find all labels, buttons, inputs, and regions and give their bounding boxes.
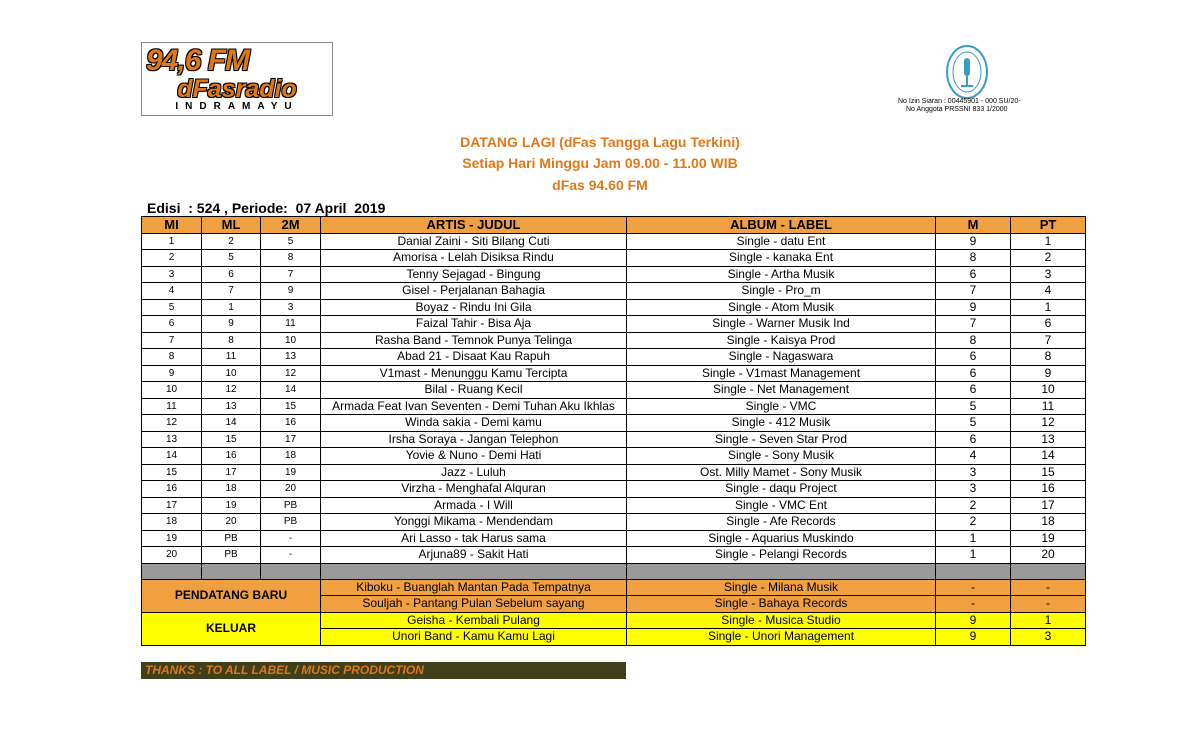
cell-m: 6 xyxy=(936,431,1011,448)
cell-mi: 3 xyxy=(142,266,202,283)
table-row xyxy=(142,481,1086,498)
cell-album-label: Single - Nagaswara xyxy=(627,349,936,366)
cell-2m: 5 xyxy=(261,233,321,250)
cell-2m: 3 xyxy=(261,299,321,316)
cell-artist-title: Unori Band - Kamu Kamu Lagi xyxy=(321,629,627,646)
cell-mi: 8 xyxy=(142,349,202,366)
cell-mi: 14 xyxy=(142,448,202,465)
cell-2m: 14 xyxy=(261,382,321,399)
cell-album-label: Single - Musica Studio xyxy=(627,612,936,629)
cell-album-label: Single - kanaka Ent xyxy=(627,250,936,267)
cell-2m: 15 xyxy=(261,398,321,415)
table-row xyxy=(142,612,1086,629)
cell-album-label: Single - Pro_m xyxy=(627,283,936,300)
cell-album-label: Single - VMC Ent xyxy=(627,497,936,514)
cell-mi: 17 xyxy=(142,497,202,514)
cell-artist-title: Rasha Band - Temnok Punya Telinga xyxy=(321,332,627,349)
logo-station-name: dFasradio xyxy=(177,75,297,103)
cell-m: 5 xyxy=(936,398,1011,415)
exits-label: KELUAR xyxy=(142,612,321,645)
cell-2m: 20 xyxy=(261,481,321,498)
cell-ml: 8 xyxy=(202,332,261,349)
table-row xyxy=(142,349,1086,366)
cell-pt: 3 xyxy=(1011,629,1086,646)
cell-ml: 11 xyxy=(202,349,261,366)
cell-2m: - xyxy=(261,547,321,564)
cell-m: 7 xyxy=(936,316,1011,333)
cell-m: 3 xyxy=(936,481,1011,498)
cell-album-label: Single - Sony Musik xyxy=(627,448,936,465)
cell-m: 3 xyxy=(936,464,1011,481)
cell-pt: 16 xyxy=(1011,481,1086,498)
cell-artist-title: Arjuna89 - Sakit Hati xyxy=(321,547,627,564)
logo-frequency: 94,6 FM xyxy=(146,44,250,77)
cell-ml: 6 xyxy=(202,266,261,283)
cell-artist-title: Ari Lasso - tak Harus sama xyxy=(321,530,627,547)
cell-album-label: Single - V1mast Management xyxy=(627,365,936,382)
cell-m: 2 xyxy=(936,497,1011,514)
cell-ml: 18 xyxy=(202,481,261,498)
cell-mi: 4 xyxy=(142,283,202,300)
cell-mi: 9 xyxy=(142,365,202,382)
cell-2m: 13 xyxy=(261,349,321,366)
cell-mi: 10 xyxy=(142,382,202,399)
cell-ml: 19 xyxy=(202,497,261,514)
cell-artist-title: Bilal - Ruang Kecil xyxy=(321,382,627,399)
cell-2m: - xyxy=(261,530,321,547)
cell-album-label: Single - Atom Musik xyxy=(627,299,936,316)
cell-artist-title: Armada Feat Ivan Seventen - Demi Tuhan Aku Ikhlas xyxy=(321,398,627,415)
cell-album-label: Ost. Milly Mamet - Sony Musik xyxy=(627,464,936,481)
cell-m: 6 xyxy=(936,365,1011,382)
cell-artist-title: Geisha - Kembali Pulang xyxy=(321,612,627,629)
table-row xyxy=(142,283,1086,300)
cell-album-label: Single - Unori Management xyxy=(627,629,936,646)
table-row xyxy=(142,448,1086,465)
cell-ml: 15 xyxy=(202,431,261,448)
cell-ml: PB xyxy=(202,530,261,547)
cell-m: 9 xyxy=(936,299,1011,316)
cell-2m: 9 xyxy=(261,283,321,300)
prssni-seal-icon xyxy=(945,44,989,100)
cell-m: 2 xyxy=(936,514,1011,531)
cell-artist-title: Yonggi Mikama - Mendendam xyxy=(321,514,627,531)
cell-mi: 13 xyxy=(142,431,202,448)
cell-pt: 1 xyxy=(1011,299,1086,316)
cell-pt: 2 xyxy=(1011,250,1086,267)
cell-album-label: Single - Artha Musik xyxy=(627,266,936,283)
cell-album-label: Single - Warner Musik Ind xyxy=(627,316,936,333)
cell-album-label: Single - Kaisya Prod xyxy=(627,332,936,349)
cell-ml: 5 xyxy=(202,250,261,267)
cell-album-label: Single - 412 Musik xyxy=(627,415,936,432)
cell-album-label: Single - daqu Project xyxy=(627,481,936,498)
cell-2m: 19 xyxy=(261,464,321,481)
edition-period: Edisi : 524 , Periode: 07 April 2019 xyxy=(147,200,386,216)
table-row xyxy=(142,299,1086,316)
table-row xyxy=(142,382,1086,399)
table-row xyxy=(142,250,1086,267)
cell-ml: 20 xyxy=(202,514,261,531)
cell-m: 4 xyxy=(936,448,1011,465)
cell-artist-title: Amorisa - Lelah Disiksa Rindu xyxy=(321,250,627,267)
cell-mi: 19 xyxy=(142,530,202,547)
table-header-row xyxy=(142,217,1086,234)
table-row xyxy=(142,316,1086,333)
membership-number: No Anggota PRSSNI 833 1/2000 xyxy=(906,106,1008,113)
cell-artist-title: Faizal Tahir - Bisa Aja xyxy=(321,316,627,333)
table-row xyxy=(142,415,1086,432)
cell-pt: 18 xyxy=(1011,514,1086,531)
table-row xyxy=(142,332,1086,349)
cell-pt: 12 xyxy=(1011,415,1086,432)
header-ml: ML xyxy=(202,217,261,234)
cell-album-label: Single - Milana Musik xyxy=(627,579,936,596)
cell-m: 1 xyxy=(936,547,1011,564)
cell-pt: 13 xyxy=(1011,431,1086,448)
table-row xyxy=(142,464,1086,481)
cell-mi: 1 xyxy=(142,233,202,250)
cell-artist-title: Abad 21 - Disaat Kau Rapuh xyxy=(321,349,627,366)
cell-ml: 12 xyxy=(202,382,261,399)
cell-m: 6 xyxy=(936,349,1011,366)
table-row xyxy=(142,431,1086,448)
cell-pt: 6 xyxy=(1011,316,1086,333)
cell-pt: 10 xyxy=(1011,382,1086,399)
cell-pt: 1 xyxy=(1011,233,1086,250)
table-row xyxy=(142,266,1086,283)
cell-mi: 6 xyxy=(142,316,202,333)
cell-album-label: Single - Afe Records xyxy=(627,514,936,531)
cell-mi: 2 xyxy=(142,250,202,267)
cell-m: 9 xyxy=(936,612,1011,629)
thanks-banner: THANKS : TO ALL LABEL / MUSIC PRODUCTION xyxy=(141,662,626,679)
cell-2m: 10 xyxy=(261,332,321,349)
header-2m: 2M xyxy=(261,217,321,234)
cell-pt: 3 xyxy=(1011,266,1086,283)
cell-mi: 5 xyxy=(142,299,202,316)
license-info xyxy=(898,98,1021,114)
cell-pt: 11 xyxy=(1011,398,1086,415)
cell-2m: PB xyxy=(261,497,321,514)
cell-m: 9 xyxy=(936,233,1011,250)
license-number: No Izin Siaran : 00445901 - 000 SU/20- xyxy=(898,98,1021,105)
cell-m: 9 xyxy=(936,629,1011,646)
cell-2m: 17 xyxy=(261,431,321,448)
cell-artist-title: Danial Zaini - Siti Bilang Cuti xyxy=(321,233,627,250)
chart-table xyxy=(141,216,1086,646)
cell-artist-title: Yovie & Nuno - Demi Hati xyxy=(321,448,627,465)
cell-pt: - xyxy=(1011,579,1086,596)
cell-pt: 7 xyxy=(1011,332,1086,349)
cell-ml: 17 xyxy=(202,464,261,481)
cell-pt: 19 xyxy=(1011,530,1086,547)
cell-mi: 11 xyxy=(142,398,202,415)
cell-mi: 20 xyxy=(142,547,202,564)
cell-artist-title: Souljah - Pantang Pulan Sebelum sayang xyxy=(321,596,627,613)
header-m: M xyxy=(936,217,1011,234)
cell-album-label: Single - Net Management xyxy=(627,382,936,399)
cell-mi: 16 xyxy=(142,481,202,498)
cell-artist-title: Jazz - Luluh xyxy=(321,464,627,481)
table-row xyxy=(142,497,1086,514)
station-name: dFas 94.60 FM xyxy=(552,177,648,193)
cell-ml: 9 xyxy=(202,316,261,333)
cell-pt: 15 xyxy=(1011,464,1086,481)
cell-artist-title: Virzha - Menghafal Alquran xyxy=(321,481,627,498)
cell-m: 8 xyxy=(936,250,1011,267)
cell-2m: PB xyxy=(261,514,321,531)
radio-logo xyxy=(141,42,333,116)
logo-city: INDRAMAYU xyxy=(175,101,299,112)
cell-ml: 10 xyxy=(202,365,261,382)
cell-pt: 20 xyxy=(1011,547,1086,564)
cell-artist-title: Winda sakia - Demi kamu xyxy=(321,415,627,432)
separator-row xyxy=(142,563,1086,579)
cell-ml: 13 xyxy=(202,398,261,415)
table-row xyxy=(142,530,1086,547)
table-row xyxy=(142,547,1086,564)
cell-2m: 7 xyxy=(261,266,321,283)
table-row xyxy=(142,365,1086,382)
header-mi: MI xyxy=(142,217,202,234)
cell-pt: 1 xyxy=(1011,612,1086,629)
cell-ml: 16 xyxy=(202,448,261,465)
header-album-label: ALBUM - LABEL xyxy=(627,217,936,234)
cell-m: 7 xyxy=(936,283,1011,300)
table-row xyxy=(142,233,1086,250)
table-row xyxy=(142,514,1086,531)
cell-ml: 14 xyxy=(202,415,261,432)
cell-pt: 8 xyxy=(1011,349,1086,366)
cell-album-label: Single - VMC xyxy=(627,398,936,415)
cell-pt: 9 xyxy=(1011,365,1086,382)
cell-mi: 12 xyxy=(142,415,202,432)
cell-m: 6 xyxy=(936,382,1011,399)
cell-2m: 16 xyxy=(261,415,321,432)
cell-pt: - xyxy=(1011,596,1086,613)
header-pt: PT xyxy=(1011,217,1086,234)
chart-title: DATANG LAGI (dFas Tangga Lagu Terkini) xyxy=(460,134,740,150)
cell-mi: 18 xyxy=(142,514,202,531)
cell-artist-title: Irsha Soraya - Jangan Telephon xyxy=(321,431,627,448)
cell-album-label: Single - Pelangi Records xyxy=(627,547,936,564)
cell-m: - xyxy=(936,596,1011,613)
cell-mi: 15 xyxy=(142,464,202,481)
cell-ml: 1 xyxy=(202,299,261,316)
cell-artist-title: Gisel - Perjalanan Bahagia xyxy=(321,283,627,300)
cell-m: 5 xyxy=(936,415,1011,432)
cell-m: - xyxy=(936,579,1011,596)
cell-m: 8 xyxy=(936,332,1011,349)
cell-artist-title: V1mast - Menunggu Kamu Tercipta xyxy=(321,365,627,382)
cell-pt: 17 xyxy=(1011,497,1086,514)
broadcast-schedule: Setiap Hari Minggu Jam 09.00 - 11.00 WIB xyxy=(462,155,738,171)
cell-album-label: Single - Seven Star Prod xyxy=(627,431,936,448)
table-row xyxy=(142,579,1086,596)
cell-mi: 7 xyxy=(142,332,202,349)
cell-artist-title: Boyaz - Rindu Ini Gila xyxy=(321,299,627,316)
cell-artist-title: Kiboku - Buanglah Mantan Pada Tempatnya xyxy=(321,579,627,596)
cell-m: 6 xyxy=(936,266,1011,283)
cell-album-label: Single - Bahaya Records xyxy=(627,596,936,613)
cell-pt: 14 xyxy=(1011,448,1086,465)
cell-pt: 4 xyxy=(1011,283,1086,300)
cell-album-label: Single - Aquarius Muskindo xyxy=(627,530,936,547)
header-artist-title: ARTIS - JUDUL xyxy=(321,217,627,234)
cell-m: 1 xyxy=(936,530,1011,547)
cell-2m: 18 xyxy=(261,448,321,465)
cell-2m: 12 xyxy=(261,365,321,382)
new-entries-label: PENDATANG BARU xyxy=(142,579,321,612)
cell-ml: 7 xyxy=(202,283,261,300)
cell-artist-title: Armada - I Will xyxy=(321,497,627,514)
cell-2m: 8 xyxy=(261,250,321,267)
cell-ml: 2 xyxy=(202,233,261,250)
cell-ml: PB xyxy=(202,547,261,564)
cell-artist-title: Tenny Sejagad - Bingung xyxy=(321,266,627,283)
table-row xyxy=(142,398,1086,415)
cell-2m: 11 xyxy=(261,316,321,333)
cell-album-label: Single - datu Ent xyxy=(627,233,936,250)
